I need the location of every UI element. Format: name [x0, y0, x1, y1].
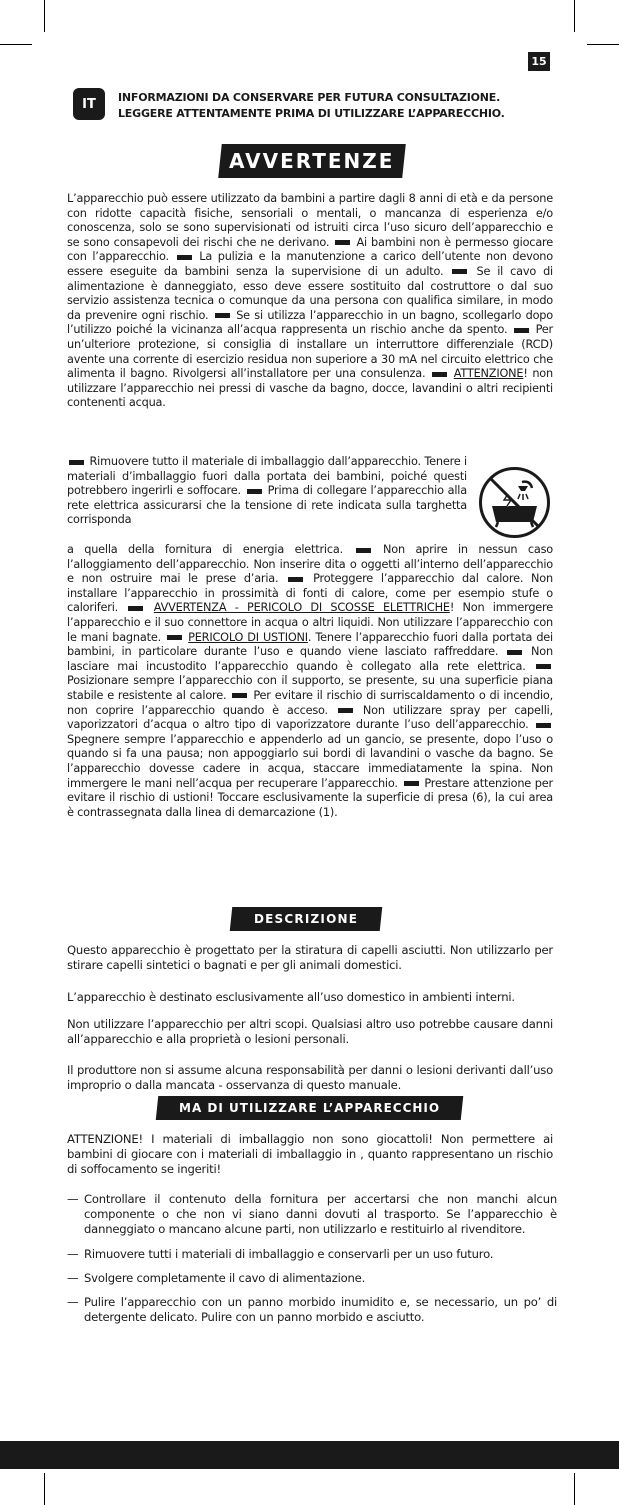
footer-bar	[0, 1441, 619, 1469]
crop-mark	[0, 44, 32, 45]
crop-mark	[574, 1473, 575, 1505]
intro-notice	[118, 90, 558, 122]
separator-icon	[69, 460, 84, 465]
before-use-title	[156, 1096, 464, 1120]
warning-sentence: ! Non immergere l’apparecchio e il suo connettore in acqua o altri liquidi. Non utilizzare l’apparecchio con le mani bagnate.	[67, 601, 553, 644]
warnings-block-2	[67, 455, 467, 528]
warning-sentence: Se si utilizza l’apparecchio in un bagno, scollegarlo dopo l’utilizzo poiché la vicinanza all’acqua rappresenta un rischio anche da spento.	[67, 308, 553, 337]
warning-sentence: Posizionare sempre l’apparecchio con il supporto, se presente, su una superficie piana stabile e resistente al calore.	[67, 674, 553, 702]
description-paragraph: Non utilizzare l’apparecchio per altri scopi. Qualsiasi altro uso potrebbe causare danni all’apparecchio e alla proprietà o lesioni personali.	[67, 1017, 553, 1047]
separator-icon	[452, 269, 467, 274]
description-title-text: DESCRIZIONE	[253, 912, 359, 926]
warning-label: AVVERTENZA - PERICOLO DI SCOSSE ELETTRICHE	[153, 601, 450, 615]
warnings-title-text: AVVERTENZE	[229, 149, 395, 173]
list-item	[67, 1192, 557, 1238]
separator-icon	[288, 577, 303, 582]
warning-sentence: Spegnere sempre l’apparecchio e appenderlo ad un gancio, se presente, dopo l’uso o quando si fa una pausa; non appoggiarlo sui bordi di lavandini o vasche da bagno. Se l’apparecchio dovesse cadere in acqua, staccare immediatamente la spina. Non immergere le mani nell’acqua per recuperare l’apparecchio.	[67, 732, 553, 790]
intro-line-2: LEGGERE ATTENTAMENTE PRIMA DI UTILIZZARE L’APPARECCHIO.	[118, 107, 505, 120]
warning-sentence: La pulizia e la manutenzione a carico dell’utente non devono essere eseguite da bambini senza la supervisione di un adulto.	[67, 250, 553, 278]
crop-mark	[44, 1473, 45, 1505]
intro-line-1: INFORMAZIONI DA CONSERVARE PER FUTURA CONSULTAZIONE.	[118, 91, 501, 104]
separator-icon	[536, 664, 551, 669]
dash-icon: —	[67, 1270, 79, 1285]
warning-sentence: Non aprire in nessun caso l’alloggiamento dell’apparecchio. Non inserire dita o oggetti all’interno dell’apparecchio e non ostruire mai le prese d’aria.	[67, 543, 553, 586]
description-paragraph: Il produttore non si assume alcuna responsabilità per danni o lesioni derivanti dall’uso improprio o dalla mancata - osservanza di questo manuale.	[67, 1063, 553, 1093]
warning-sentence: a quella della fornitura di energia elettrica.	[67, 543, 343, 556]
warning-sentence: Per un’ulteriore protezione, si consiglia di installare un interruttore differenziale (RCD) avente una corrente di esercizio residua non superiore a 30 mA nel circuito elettrico che alimenta il bagno. Rivolgersi all’installatore per una consulenza.	[67, 323, 553, 381]
warning-sentence: L’apparecchio può essere utilizzato da bambini a partire dagli 8 anni di età e da persone con ridotte capacità fisiche, sensoriali o mentali, o mancanza di esperienza e/o conoscenza, solo se sono supervisionati od istruiti circa l’uso sicuro dell’apparecchio e se sono consapevoli dei rischi che ne derivano.	[67, 192, 553, 249]
separator-icon	[128, 606, 143, 611]
before-use-list	[67, 1192, 557, 1334]
warning-sentence: ! non utilizzare l’apparecchio nei pressi di vasche da bagno, docce, lavandini o altri recipienti contenenti acqua.	[67, 367, 553, 410]
dash-icon: —	[67, 1246, 79, 1261]
page-number: 15	[528, 52, 550, 71]
separator-icon	[215, 313, 230, 318]
description-paragraph: Questo apparecchio è progettato per la stiratura di capelli asciutti. Non utilizzarlo per stirare capelli sintetici o bagnati e per gli animali domestici.	[67, 943, 553, 973]
warning-sentence: Se il cavo di alimentazione è danneggiato, esso deve essere sostituito dal costruttore o dal suo servizio assistenza tecnica o comunque da una persona con qualifica similare, in modo da prevenire ogni rischio.	[67, 264, 553, 322]
warnings-block-1	[67, 192, 553, 411]
separator-icon	[247, 489, 262, 494]
warning-label: ATTENZIONE	[453, 367, 524, 381]
separator-icon	[356, 548, 371, 553]
warning-sentence: Non utilizzare spray per capelli, vaporizzatori d’acqua o altro tipo di vaporizzatore durante l’uso dell’apparecchio.	[67, 703, 553, 732]
warning-label: PERICOLO DI USTIONI	[188, 630, 308, 644]
list-item-text: Rimuovere tutti i materiali di imballaggio e conservarli per un uso futuro.	[84, 1246, 494, 1261]
warning-sentence: Ai bambini non è permesso giocare con l’apparecchio.	[67, 235, 553, 264]
list-item	[67, 1247, 557, 1262]
before-use-title-text: MA DI UTILIZZARE L’APPARECCHIO	[178, 1101, 441, 1115]
language-badge: IT	[73, 88, 105, 120]
separator-icon	[335, 240, 350, 245]
crop-mark	[587, 44, 619, 45]
before-use-warning: ATTENZIONE! I materiali di imballaggio non sono giocattoli! Non permettere ai bambini di giocare con i materiali di imballaggio in , quanto rappresentano un rischio di soffocamento se ingeriti!	[67, 1132, 553, 1177]
crop-mark	[574, 0, 575, 32]
description-title	[230, 907, 383, 931]
separator-icon	[432, 372, 447, 377]
warning-sentence: Prestare attenzione per evitare il rischio di ustioni! Toccare esclusivamente la superficie di presa (6), la cui area è contrassegnata dalla linea di demarcazione (1).	[67, 776, 553, 819]
list-item-text: Controllare il contenuto della fornitura per accertarsi che non manchi alcun componente o che non vi siano danni dovuti al trasporto. Se l’apparecchio è danneggiato o mancano alcune parti, non utilizzarlo e restituirlo al rivenditore.	[84, 1192, 557, 1237]
separator-icon	[404, 781, 419, 786]
dash-icon: —	[67, 1192, 79, 1206]
list-item-text: Pulire l’apparecchio con un panno morbido inumidito e, se necessario, un po’ di detergente delicato. Pulire con un panno morbido e asciutto.	[84, 1295, 557, 1325]
separator-icon	[507, 650, 522, 655]
description-paragraph: L’apparecchio è destinato esclusivamente all’uso domestico in ambienti interni.	[67, 990, 515, 1004]
dash-icon: —	[67, 1295, 79, 1310]
separator-icon	[177, 255, 192, 260]
no-bath-warning-icon	[478, 466, 551, 539]
warning-sentence: Prima di collegare l’apparecchio alla rete elettrica assicurarsi che la tensione di rete indicata sulla targhetta corrisponda	[67, 484, 467, 527]
warning-sentence: Non lasciare mai incustodito l’apparecchio quando è collegato alla rete elettrica.	[67, 645, 553, 673]
warning-sentence: . Tenere l’apparecchio fuori dalla portata dei bambini, in particolare durante l’uso e quando viene lasciato raffreddare.	[67, 630, 553, 659]
list-item	[67, 1271, 557, 1286]
separator-icon	[167, 635, 182, 640]
warning-sentence: Proteggere l’apparecchio dal calore. Non installare l’apparecchio in prossimità di fonti di calore, come per esempio stufe o caloriferi.	[67, 572, 553, 615]
list-item	[67, 1295, 557, 1325]
warning-sentence: Rimuovere tutto il materiale di imballaggio dall’apparecchio. Tenere i materiali d’imballaggio fuori dalla portata dei bambini, poiché questi potrebbero ingerirli e soffocare.	[67, 455, 467, 498]
separator-icon	[536, 723, 551, 728]
warnings-block-3	[67, 543, 553, 820]
warnings-title	[218, 144, 406, 178]
warning-sentence: Per evitare il rischio di surriscaldamento o di incendio, non coprire l’apparecchio quando è acceso.	[67, 688, 553, 717]
separator-icon	[232, 693, 247, 698]
list-item-text: Svolgere completamente il cavo di alimentazione.	[84, 1270, 366, 1285]
separator-icon	[514, 328, 529, 333]
separator-icon	[338, 708, 353, 713]
crop-mark	[44, 0, 45, 32]
